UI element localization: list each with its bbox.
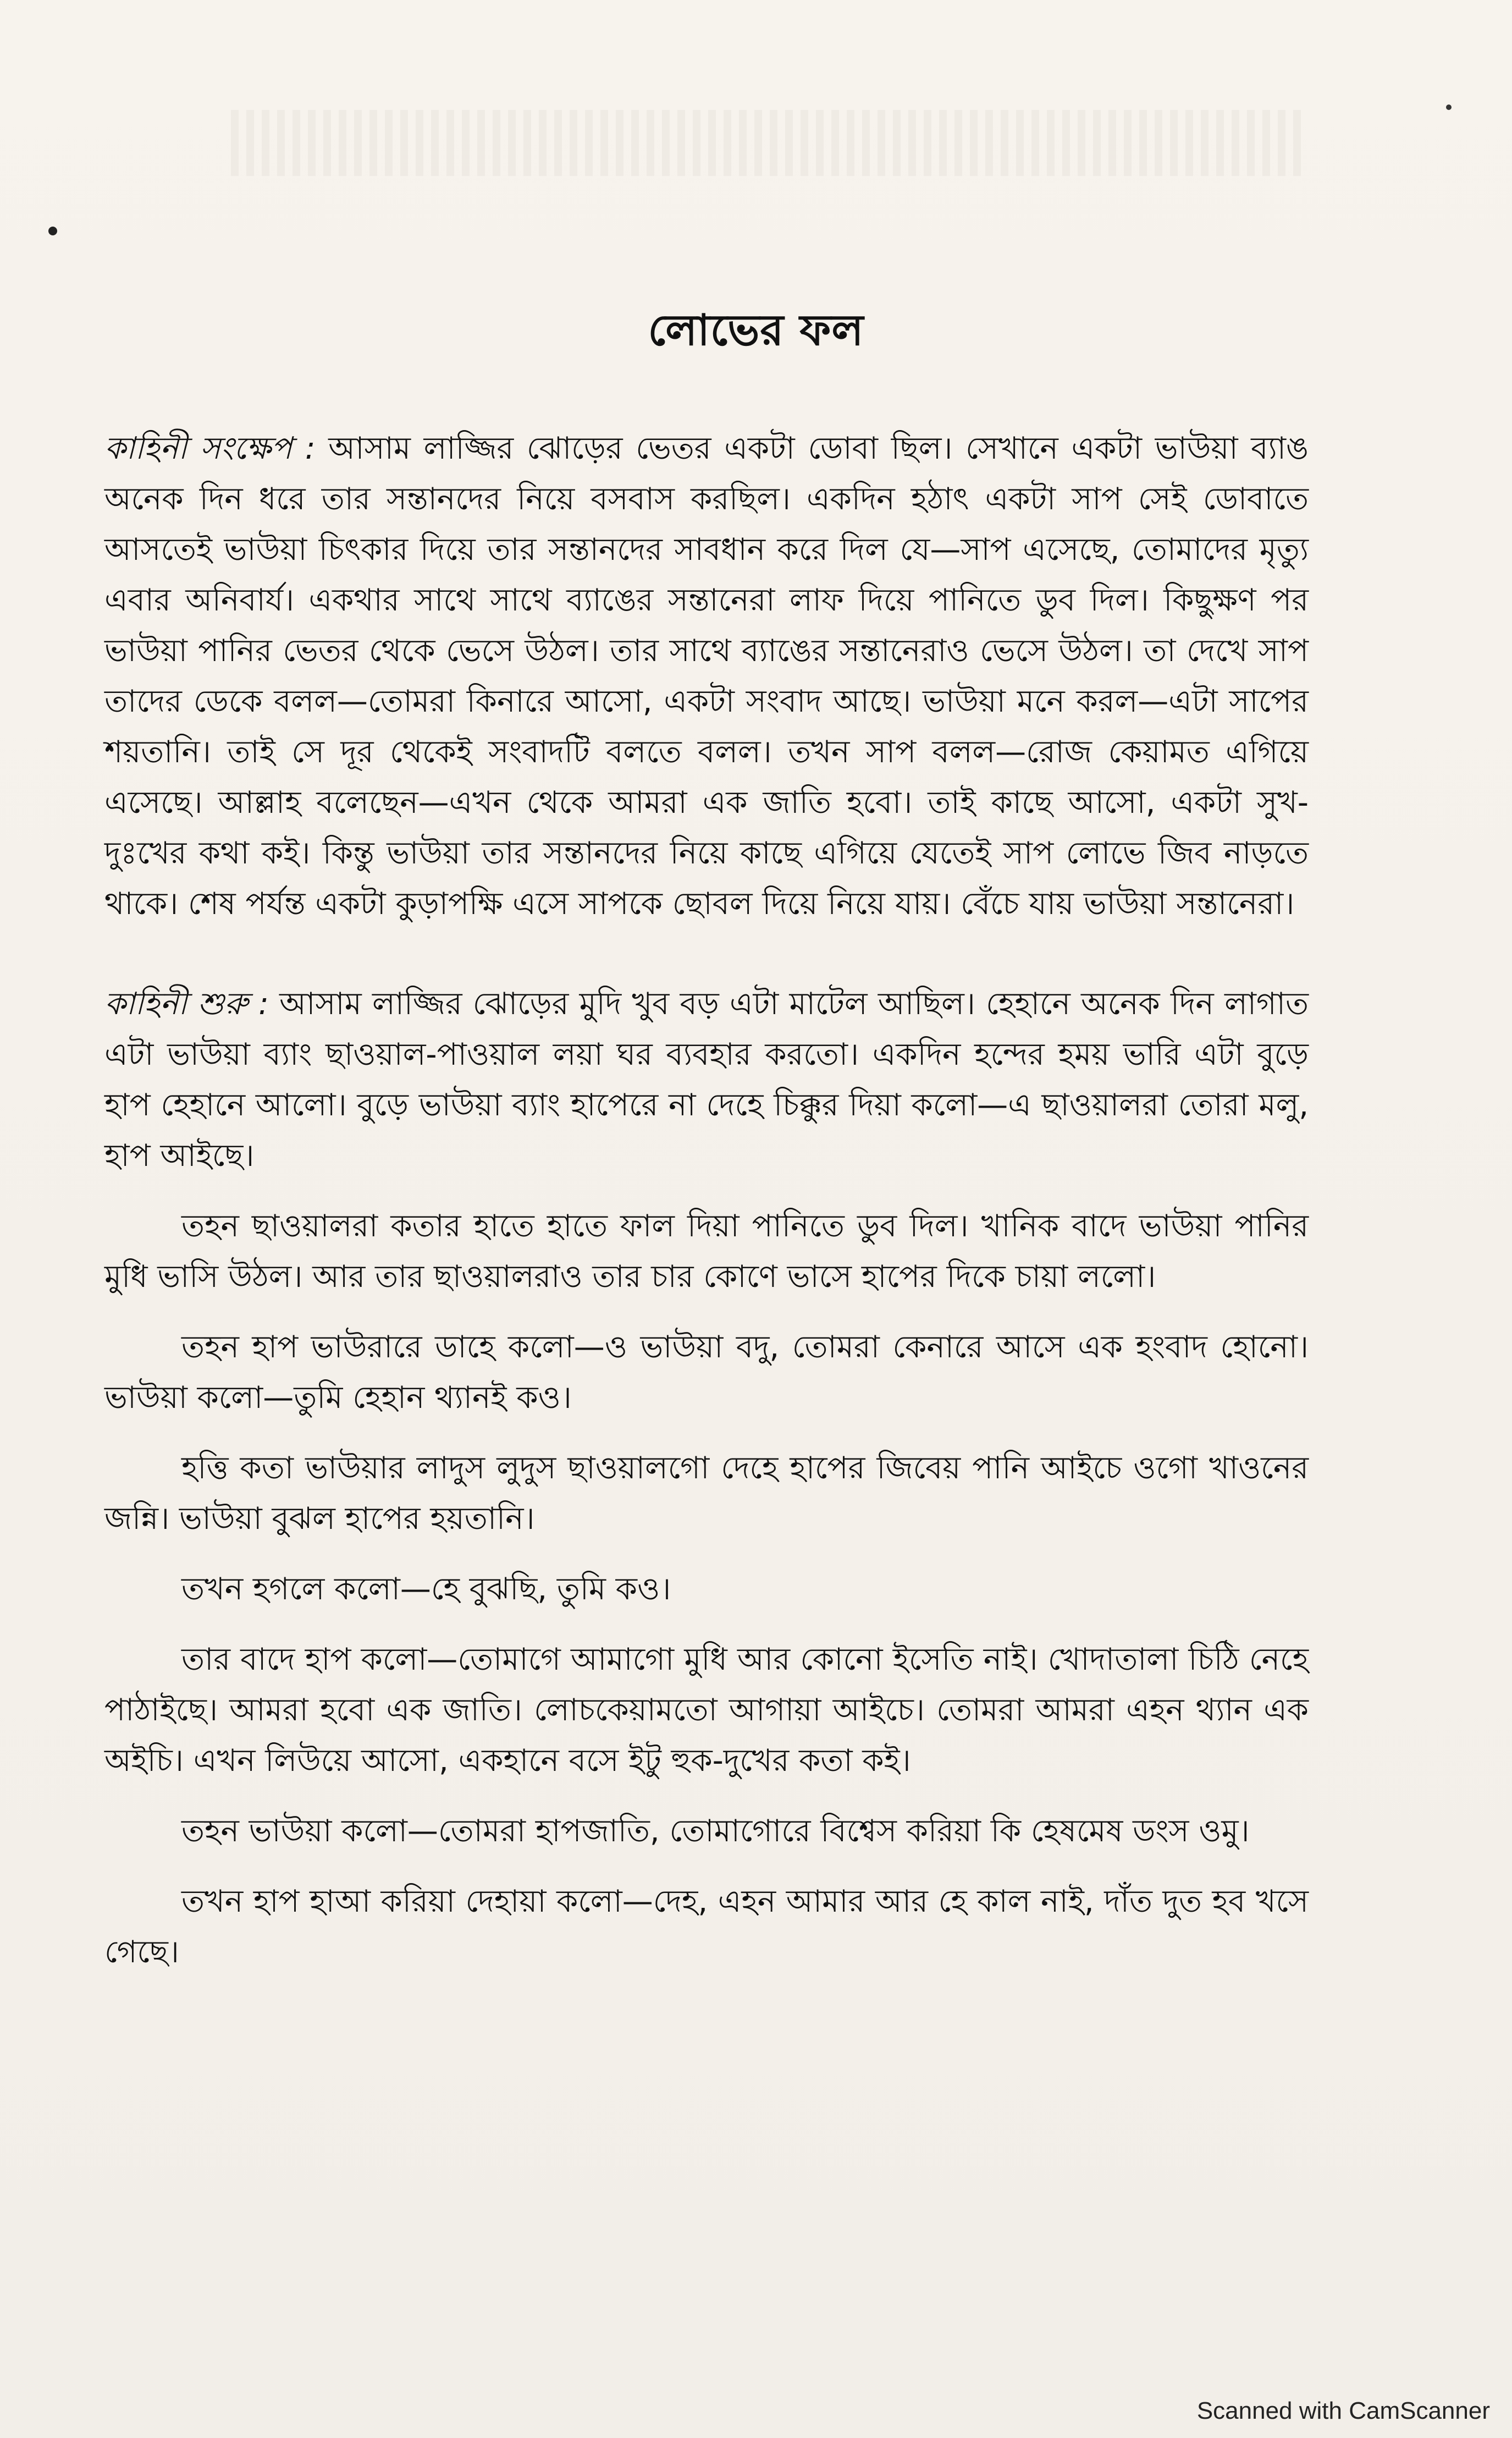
scanner-watermark: Scanned with CamScanner [1196,2397,1490,2424]
story-paragraph: তখন হাপ হাআ করিয়া দেহায়া কলো—দেহ, এহন আমার আর হে কাল নাই, দাঁত দুত হব খসে গেছে। [104,1884,1309,1970]
ink-dot-right [1446,104,1452,110]
summary-paragraph [104,423,1309,929]
story-paragraph: তহন ছাওয়ালরা কতার হাতে হাতে ফাল দিয়া পানিতে ডুব দিল। খানিক বাদে ভাউয়া পানির মুধি ভাসি উঠল। আর তার ছাওয়ালরাও তার চার কোণে ভাসে হাপের দিকে চায়া ললো। [104,1208,1309,1295]
summary-text: আসাম লাজ্জির ঝোড়ের ভেতর একটা ডোবা ছিল। সেখানে একটা ভাউয়া ব্যাঙ অনেক দিন ধরে তার সন্তানদের নিয়ে বসবাস করছিল। একদিন হঠাৎ একটা সাপ সেই ডোবাতে আসতেই ভাউয়া চিৎকার দিয়ে তার সন্তানদের সাবধান করে দিল যে—সাপ এসেছে, তোমাদের মৃত্যু এবার অনিবার্য। একথার সাথে সাথে ব্যাঙের সন্তানেরা লাফ দিয়ে পানিতে ডুব দিল। কিছুক্ষণ পর ভাউয়া পানির ভেতর থেকে ভেসে উঠল। তার সাথে ব্যাঙের সন্তানেরাও ভেসে উঠল। তা দেখে সাপ তাদের ডেকে বলল—তোমরা কিনারে আসো, একটা সংবাদ আছে। ভাউয়া মনে করল—এটা সাপের শয়তানি। তাই সে দূর থেকেই সংবাদটি বলতে বলল। তখন সাপ বলল—রোজ কেয়ামত এগিয়ে এসেছে। আল্লাহ বলেছেন—এখন থেকে আমরা এক জাতি হবো। তাই কাছে আসো, একটা সুখ-দুঃখের কথা কই। কিন্তু ভাউয়া তার সন্তানদের নিয়ে কাছে এগিয়ে যেতেই সাপ লোভে জিব নাড়তে থাকে। শেষ পর্যন্ত একটা কুড়াপক্ষি এসে সাপকে ছোবল দিয়ে নিয়ে যায়। বেঁচে যায় ভাউয়া সন্তানেরা। [104,431,1309,922]
summary-label: কাহিনী সংক্ষেপ : [104,431,316,466]
story-paragraph: তখন হগলে কলো—হে বুঝছি, তুমি কও। [181,1571,671,1607]
story-title: লোভের ফল [648,306,864,355]
story-paragraph: হত্তি কতা ভাউয়ার লাদুস লুদুস ছাওয়ালগো দেহে হাপের জিবেয় পানি আইচে ওগো খাওনের জন্নি। ভাউয়া বুঝল হাপের হয়তানি। [104,1450,1309,1537]
story-paragraph: তহন ভাউয়া কলো—তোমরা হাপজাতি, তোমাগোরে বিশ্বেস করিয়া কি হেষমেষ ডংস ওমু। [181,1813,1250,1849]
story-paragraph: তার বাদে হাপ কলো—তোমাগে আমাগো মুধি আর কোনো ইসেতি নাই। খোদাতালা চিঠি নেহে পাঠাইছে। আমরা হবো এক জাতি। লোচকেয়ামতো আগায়া আইচে। তোমরা আমরা এহন থ্যান এক অইচি। এখন লিউয়ে আসো, একহানে বসে ইটু হুক-দুখের কতা কই। [104,1642,1309,1779]
story-body [104,423,1309,1997]
story-paragraph: তহন হাপ ভাউরারে ডাহে কলো—ও ভাউয়া বদু, তোমরা কেনারে আসে এক হংবাদ হোনো। ভাউয়া কলো—তুমি হেহান থ্যানই কও। [104,1329,1309,1416]
show-through-text [231,110,1309,176]
ink-dot-left [48,227,57,235]
story-label: কাহিনী শুরু : [104,986,269,1022]
story-first-text: আসাম লাজ্জির ঝোড়ের মুদি খুব বড় এটা মাটেল আছিল। হেহানে অনেক দিন লাগাত এটা ভাউয়া ব্যাং ছাওয়াল-পাওয়াল লয়া ঘর ব্যবহার করতো। একদিন হন্দের হময় ভারি এটা বুড়ে হাপ হেহানে আলো। বুড়ে ভাউয়া ব্যাং হাপেরে না দেহে চিক্কুর দিয়া কলো—এ ছাওয়ালরা তোরা মলু, হাপ আইছে। [104,986,1309,1174]
story-first-paragraph [104,979,1309,1181]
